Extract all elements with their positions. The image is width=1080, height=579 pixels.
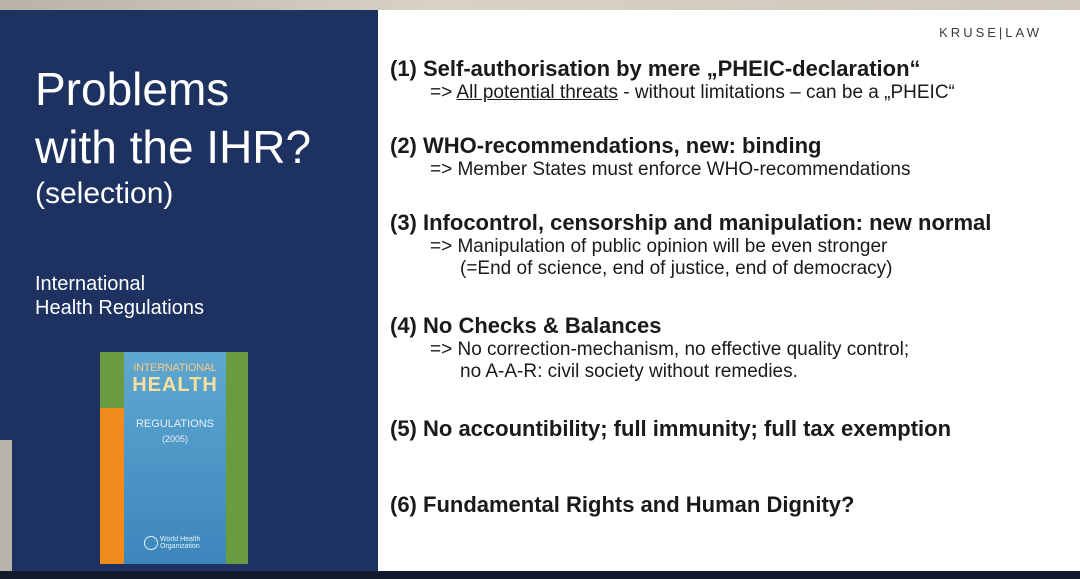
ihr-label-line-1: International	[35, 273, 146, 295]
point-4	[390, 313, 909, 383]
book-title-line-3: REGULATIONS	[135, 418, 215, 430]
point-6	[390, 492, 854, 518]
ihr-book-cover	[100, 352, 248, 564]
book-title-line-4: (2005)	[161, 434, 188, 444]
point-2-heading: (2) WHO-recommendations, new: binding	[390, 133, 822, 158]
point-3	[390, 210, 991, 280]
ihr-label-line-2: Health Regulations	[35, 297, 204, 319]
point-4-detail-2: no A-A-R: civil society without remedies.	[460, 361, 798, 382]
book-logo-text: World Health Organization	[160, 536, 201, 550]
point-1-heading: (1) Self-authorisation by mere „PHEIC-declaration“	[390, 56, 921, 81]
slide-subtitle: (selection)	[35, 177, 174, 210]
brand-logo: KRUSE|LAW	[939, 25, 1042, 40]
top-strip	[0, 0, 1080, 10]
point-3-detail: => Manipulation of public opinion will be even stronger	[430, 236, 888, 257]
bottom-strip	[0, 571, 1080, 579]
ihr-label	[35, 272, 204, 320]
book-title-line-1: INTERNATIONAL	[133, 362, 217, 374]
left-edge	[0, 440, 12, 579]
title-line-1: Problems	[35, 63, 230, 115]
book-title-line-2: HEALTH	[132, 374, 218, 396]
point-3-heading: (3) Infocontrol, censorship and manipulation: new normal	[390, 210, 992, 235]
point-2	[390, 133, 910, 181]
book-right-band	[226, 352, 248, 564]
point-4-heading: (4) No Checks & Balances	[390, 313, 662, 338]
point-1-arrow: =>	[430, 82, 457, 103]
point-4-detail: => No correction-mechanism, no effective quality control;	[430, 339, 910, 360]
point-3-detail-2: (=End of science, end of justice, end of democracy)	[460, 258, 893, 279]
point-6-heading: (6) Fundamental Rights and Human Dignity?	[390, 492, 855, 517]
point-1-rest: - without limitations – can be a „PHEIC“	[618, 82, 955, 103]
point-1-detail	[430, 82, 955, 104]
point-1-underlined: All potential threats	[456, 82, 619, 103]
point-2-detail: => Member States must enforce WHO-recommendations	[430, 159, 911, 180]
slide-title	[35, 60, 311, 176]
title-line-2: with the IHR?	[35, 121, 312, 173]
point-5-heading: (5) No accountibility; full immunity; full tax exemption	[390, 416, 952, 441]
point-5	[390, 416, 951, 442]
point-1	[390, 56, 955, 104]
who-logo-icon	[144, 536, 158, 550]
